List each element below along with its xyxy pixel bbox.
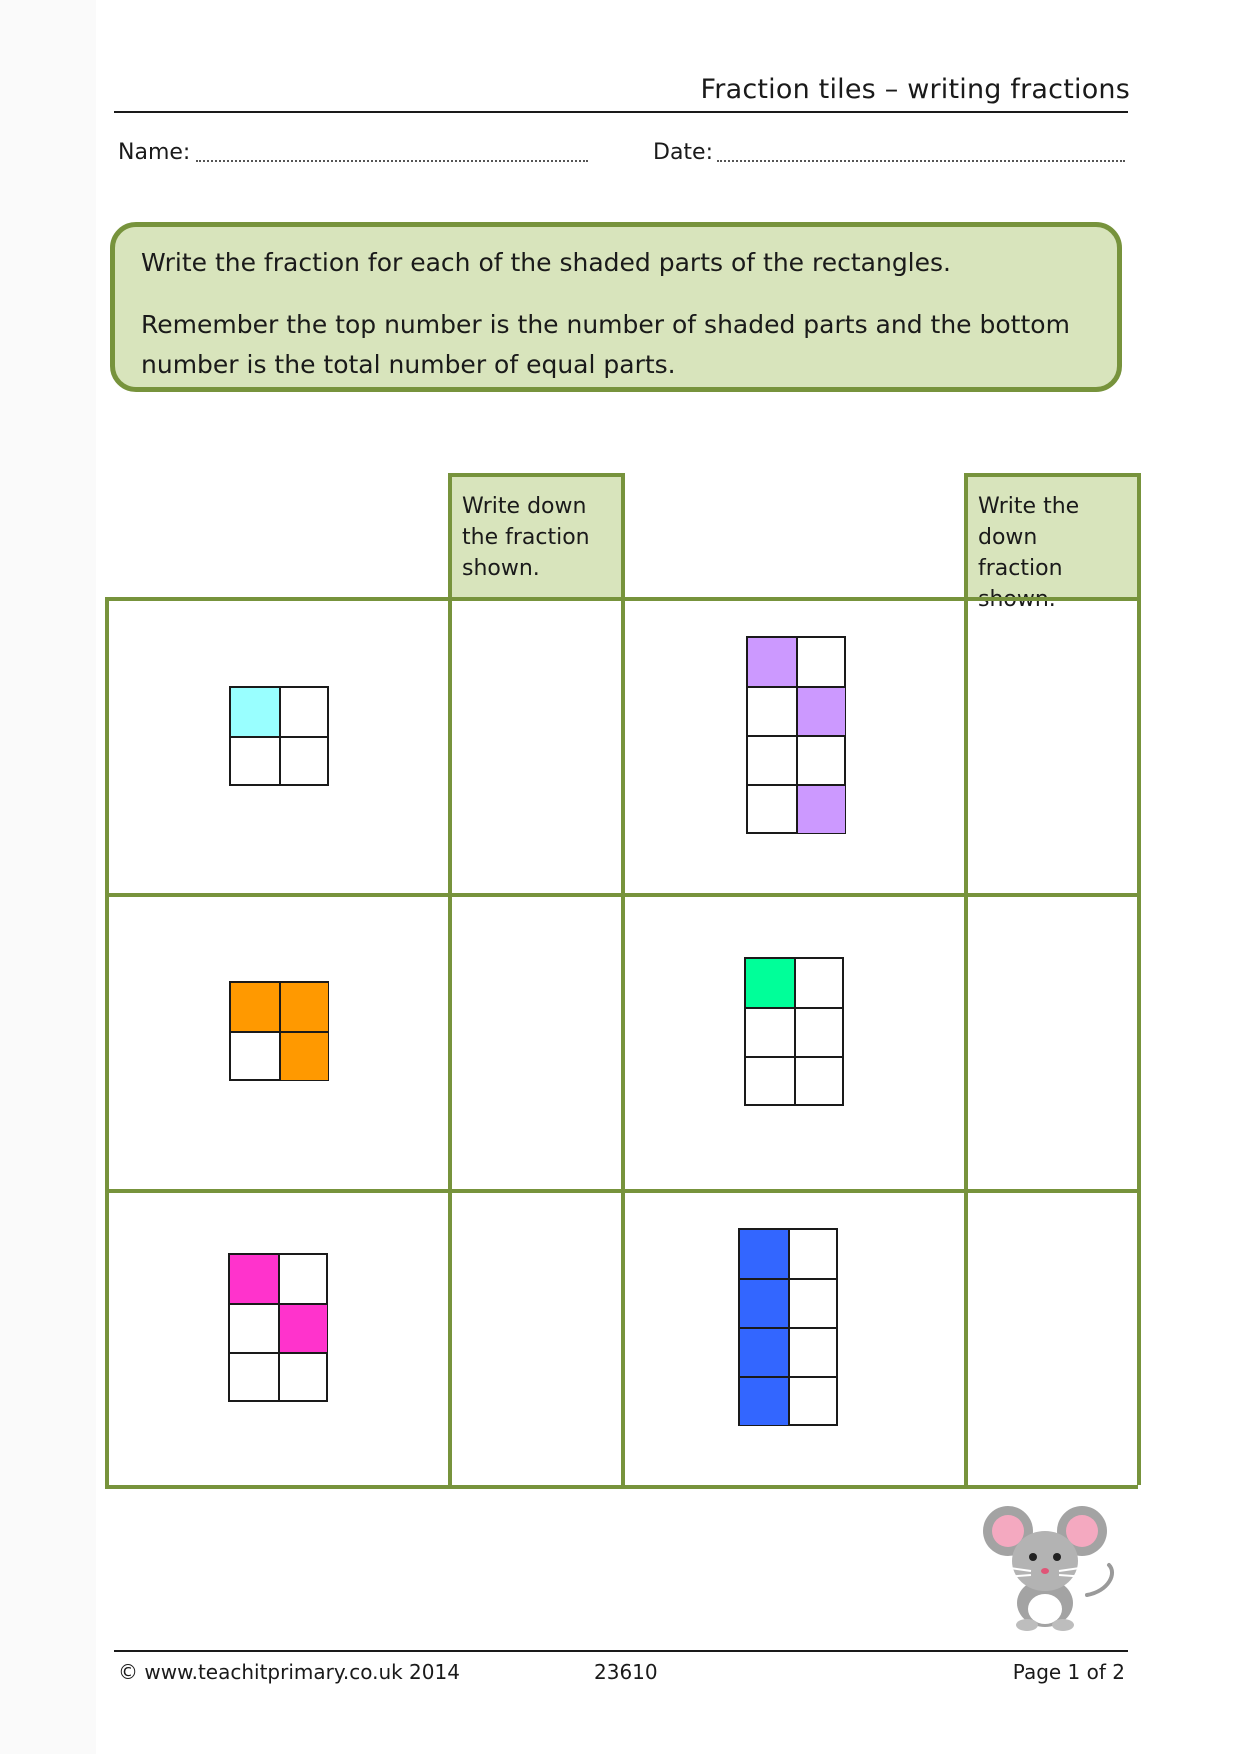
instruction-line-2: Remember the top number is the number of shaded parts and the bottom number is the total number of equal parts.	[141, 310, 1070, 379]
shaded-part	[746, 959, 794, 1007]
name-label: Name:	[118, 140, 191, 165]
answer-box[interactable]	[452, 897, 621, 1189]
shaded-part	[740, 1279, 788, 1327]
shaded-part	[231, 983, 279, 1031]
shaded-part	[279, 1304, 327, 1352]
tile-divider	[748, 686, 846, 688]
fraction-tile	[738, 1228, 838, 1426]
mouse-icon	[983, 1503, 1119, 1637]
shaded-part	[740, 1377, 788, 1425]
shaded-part	[797, 687, 845, 735]
date-field[interactable]	[717, 146, 1125, 162]
answer-header-left: Write down the fraction shown.	[448, 473, 625, 597]
answer-box[interactable]	[968, 1193, 1137, 1485]
answer-box[interactable]	[968, 897, 1137, 1189]
grid-line	[1137, 597, 1141, 1485]
tile-divider	[748, 735, 846, 737]
tile-divider	[278, 1255, 280, 1402]
page-margin	[0, 0, 96, 1754]
tile-divider	[740, 1376, 838, 1378]
grid-line	[621, 597, 625, 1485]
shaded-part	[797, 785, 845, 833]
tile-divider	[230, 1352, 328, 1354]
footer-code: 23610	[594, 1660, 658, 1684]
tile-divider	[740, 1327, 838, 1329]
header-rule	[114, 111, 1128, 113]
footer-copyright: © www.teachitprimary.co.uk 2014	[118, 1660, 460, 1684]
fraction-tile	[229, 686, 329, 786]
answer-header-right: Write the down fraction	[964, 473, 1141, 597]
footer-rule	[114, 1650, 1128, 1652]
shaded-part	[740, 1328, 788, 1376]
instruction-box	[110, 222, 1122, 392]
tile-divider	[746, 1007, 844, 1009]
shaded-part	[748, 638, 796, 686]
answer-box[interactable]	[452, 601, 621, 893]
fraction-tile	[744, 957, 844, 1106]
tile-divider	[746, 1056, 844, 1058]
tile-divider	[230, 1303, 328, 1305]
shaded-part	[280, 1032, 328, 1080]
tile-divider	[231, 736, 329, 738]
fraction-tile	[229, 981, 329, 1081]
shaded-part	[280, 983, 328, 1031]
tile-divider	[794, 959, 796, 1106]
answer-box[interactable]	[452, 1193, 621, 1485]
date-label: Date:	[653, 140, 713, 165]
instruction-line-1: Write the fraction for each of the shaded parts of the rectangles.	[141, 248, 951, 277]
grid-line	[105, 597, 109, 1485]
shaded-part	[740, 1230, 788, 1278]
footer-page: Page 1 of 2	[1012, 1660, 1125, 1684]
grid-line	[105, 1485, 1138, 1489]
fraction-tile	[228, 1253, 328, 1402]
name-field[interactable]	[196, 146, 588, 162]
tile-divider	[231, 1031, 329, 1033]
answer-box[interactable]	[968, 601, 1137, 893]
shaded-part	[230, 1255, 278, 1303]
fraction-tile	[746, 636, 846, 834]
tile-divider	[740, 1278, 838, 1280]
tile-divider	[748, 784, 846, 786]
page-title: Fraction tiles – writing fractions	[700, 74, 1130, 105]
shaded-part	[231, 688, 279, 736]
